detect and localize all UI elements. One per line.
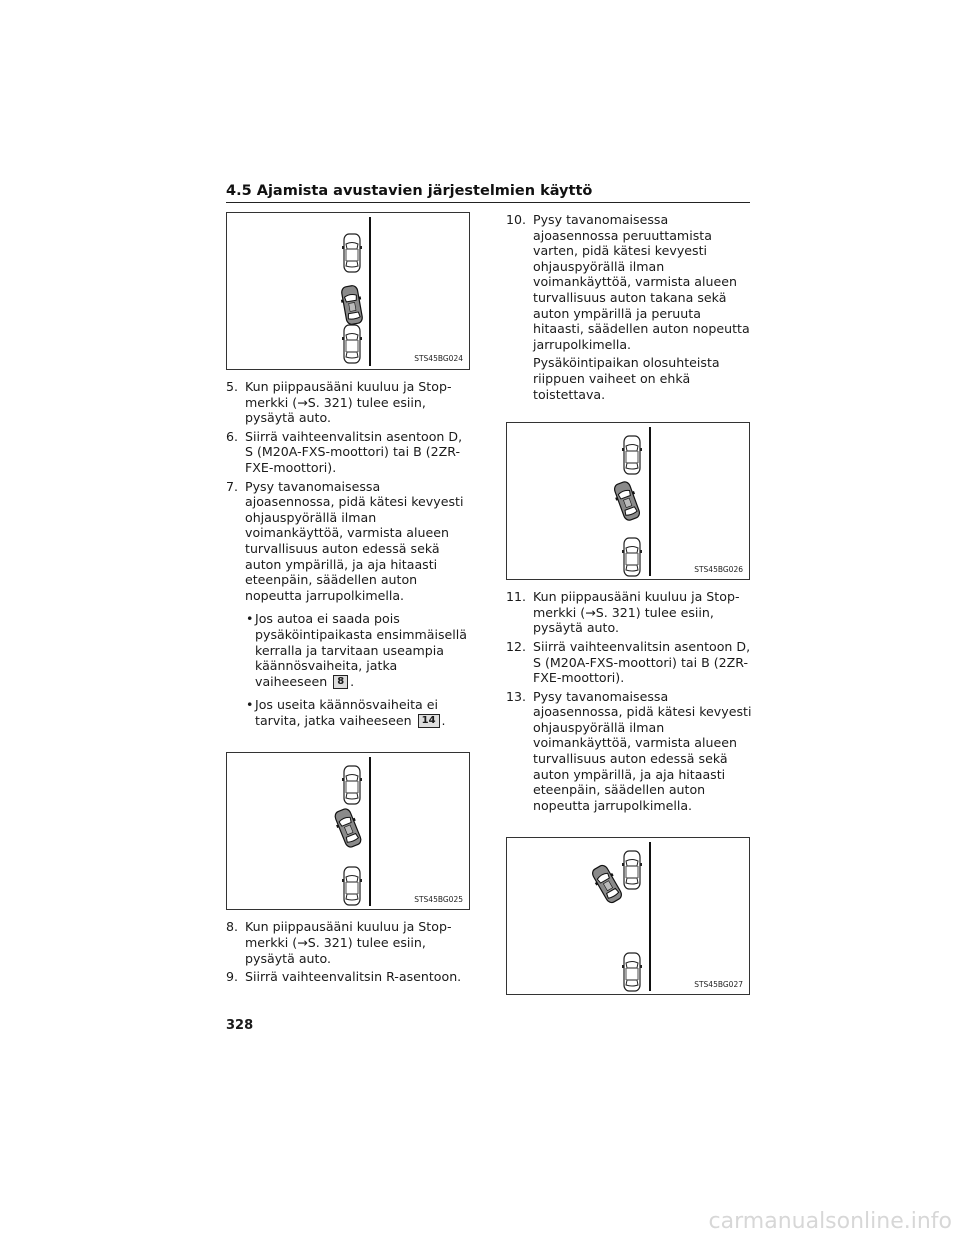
step-8 <box>226 919 472 966</box>
step-10-note: Pysäköintipaikan olosuhteista riippuen vaiheet on ehkä toistettava. <box>533 355 720 402</box>
step-5 <box>226 379 472 426</box>
figure-code: STS45BG025 <box>414 894 463 904</box>
bullet-no-turns <box>226 697 472 728</box>
bullet-more-turns <box>226 611 472 689</box>
step-text: Pysy tavanomaisessa ajoasennossa peruuttamista varten, pidä kätesi kevyesti ohjauspyörällä ilman voimankäyttöä, varmista alueen turvallisuus auton takana sekä auton ympärillä ja peruuta hitaasti, säädellen auton nopeutta jarrupolkimella. <box>533 212 750 352</box>
bullet-dot: • <box>246 611 254 627</box>
bullet-text: Jos autoa ei saada pois pysäköintipaikasta ensimmäisellä kerralla ja tarvitaan useampia käännösvaiheita, jatka vaiheeseen <box>255 611 467 689</box>
figure-sts45bg024 <box>226 212 470 370</box>
step-reference-badge: 14 <box>418 714 440 728</box>
step-number: 7. <box>226 478 239 494</box>
bullet-text: Jos useita käännösvaiheita ei tarvita, jatka vaiheeseen <box>255 697 438 728</box>
step-text: Siirrä vaihteenvalitsin asentoon D, S (M20A-FXS-moottori) tai B (2ZR-FXE-moottori). <box>245 428 463 475</box>
step-number: 12. <box>506 638 527 654</box>
figure-code: STS45BG024 <box>414 354 463 364</box>
page-number: 328 <box>226 1018 254 1033</box>
right-column <box>506 212 752 995</box>
step-text: Kun piippausääni kuuluu ja Stop-merkki (→S. 321) tulee esiin, pysäytä auto. <box>245 919 452 966</box>
step-text: Pysy tavanomaisessa ajoasennossa, pidä kätesi kevyesti ohjauspyörällä ilman voimankäyttöä, varmista alueen turvallisuus auton edessä sekä auton ympärillä, ja aja hitaasti eteenpäin, säädellen auton nopeutta jarrupolkimella. <box>533 688 752 813</box>
parking-diagram-2 <box>227 753 471 911</box>
section-header <box>226 180 750 203</box>
step-number: 5. <box>226 379 239 394</box>
step-text: Kun piippausääni kuuluu ja Stop-merkki (→S. 321) tulee esiin, pysäytä auto. <box>533 589 740 636</box>
bullet-tail: . <box>350 673 355 689</box>
step-11 <box>506 589 752 636</box>
step-13 <box>506 689 752 814</box>
step-reference-badge: 8 <box>333 675 348 689</box>
step-9 <box>226 969 472 985</box>
step-number: 13. <box>506 688 527 704</box>
step-12 <box>506 639 752 686</box>
left-column <box>226 212 472 985</box>
step-7 <box>226 479 472 604</box>
figure-sts45bg027 <box>506 837 750 995</box>
bullet-tail: . <box>441 712 446 728</box>
section-title: 4.5 Ajamista avustavien järjestelmien käyttö <box>226 183 593 199</box>
step-number: 8. <box>226 919 239 935</box>
step-number: 6. <box>226 428 239 444</box>
step-text: Kun piippausääni kuuluu ja Stop-merkki (→S. 321) tulee esiin, pysäytä auto. <box>245 379 452 426</box>
step-text: Pysy tavanomaisessa ajoasennossa, pidä kätesi kevyesti ohjauspyörällä ilman voimankäyttöä, varmista alueen turvallisuus auton edessä sekä auton ympärillä, ja aja hitaasti eteenpäin, säädellen auton nopeutta jarrupolkimella. <box>245 478 464 603</box>
step-text: Siirrä vaihteenvalitsin R-asentoon. <box>245 969 462 985</box>
step-text: Siirrä vaihteenvalitsin asentoon D, S (M20A-FXS-moottori) tai B (2ZR-FXE-moottori). <box>533 638 751 686</box>
figure-sts45bg025 <box>226 752 470 910</box>
figure-code: STS45BG027 <box>694 979 743 989</box>
figure-sts45bg026 <box>506 422 750 580</box>
parking-diagram-3 <box>507 423 751 581</box>
step-10 <box>506 212 752 352</box>
step-6 <box>226 429 472 476</box>
step-number: 9. <box>226 969 239 985</box>
figure-code: STS45BG026 <box>694 564 743 574</box>
parking-diagram-4 <box>507 838 751 996</box>
step-number: 11. <box>506 589 527 605</box>
watermark: carmanualsonline.info <box>708 1209 952 1234</box>
parking-diagram-1 <box>227 213 471 371</box>
bullet-dot: • <box>246 697 254 713</box>
step-number: 10. <box>506 212 527 227</box>
